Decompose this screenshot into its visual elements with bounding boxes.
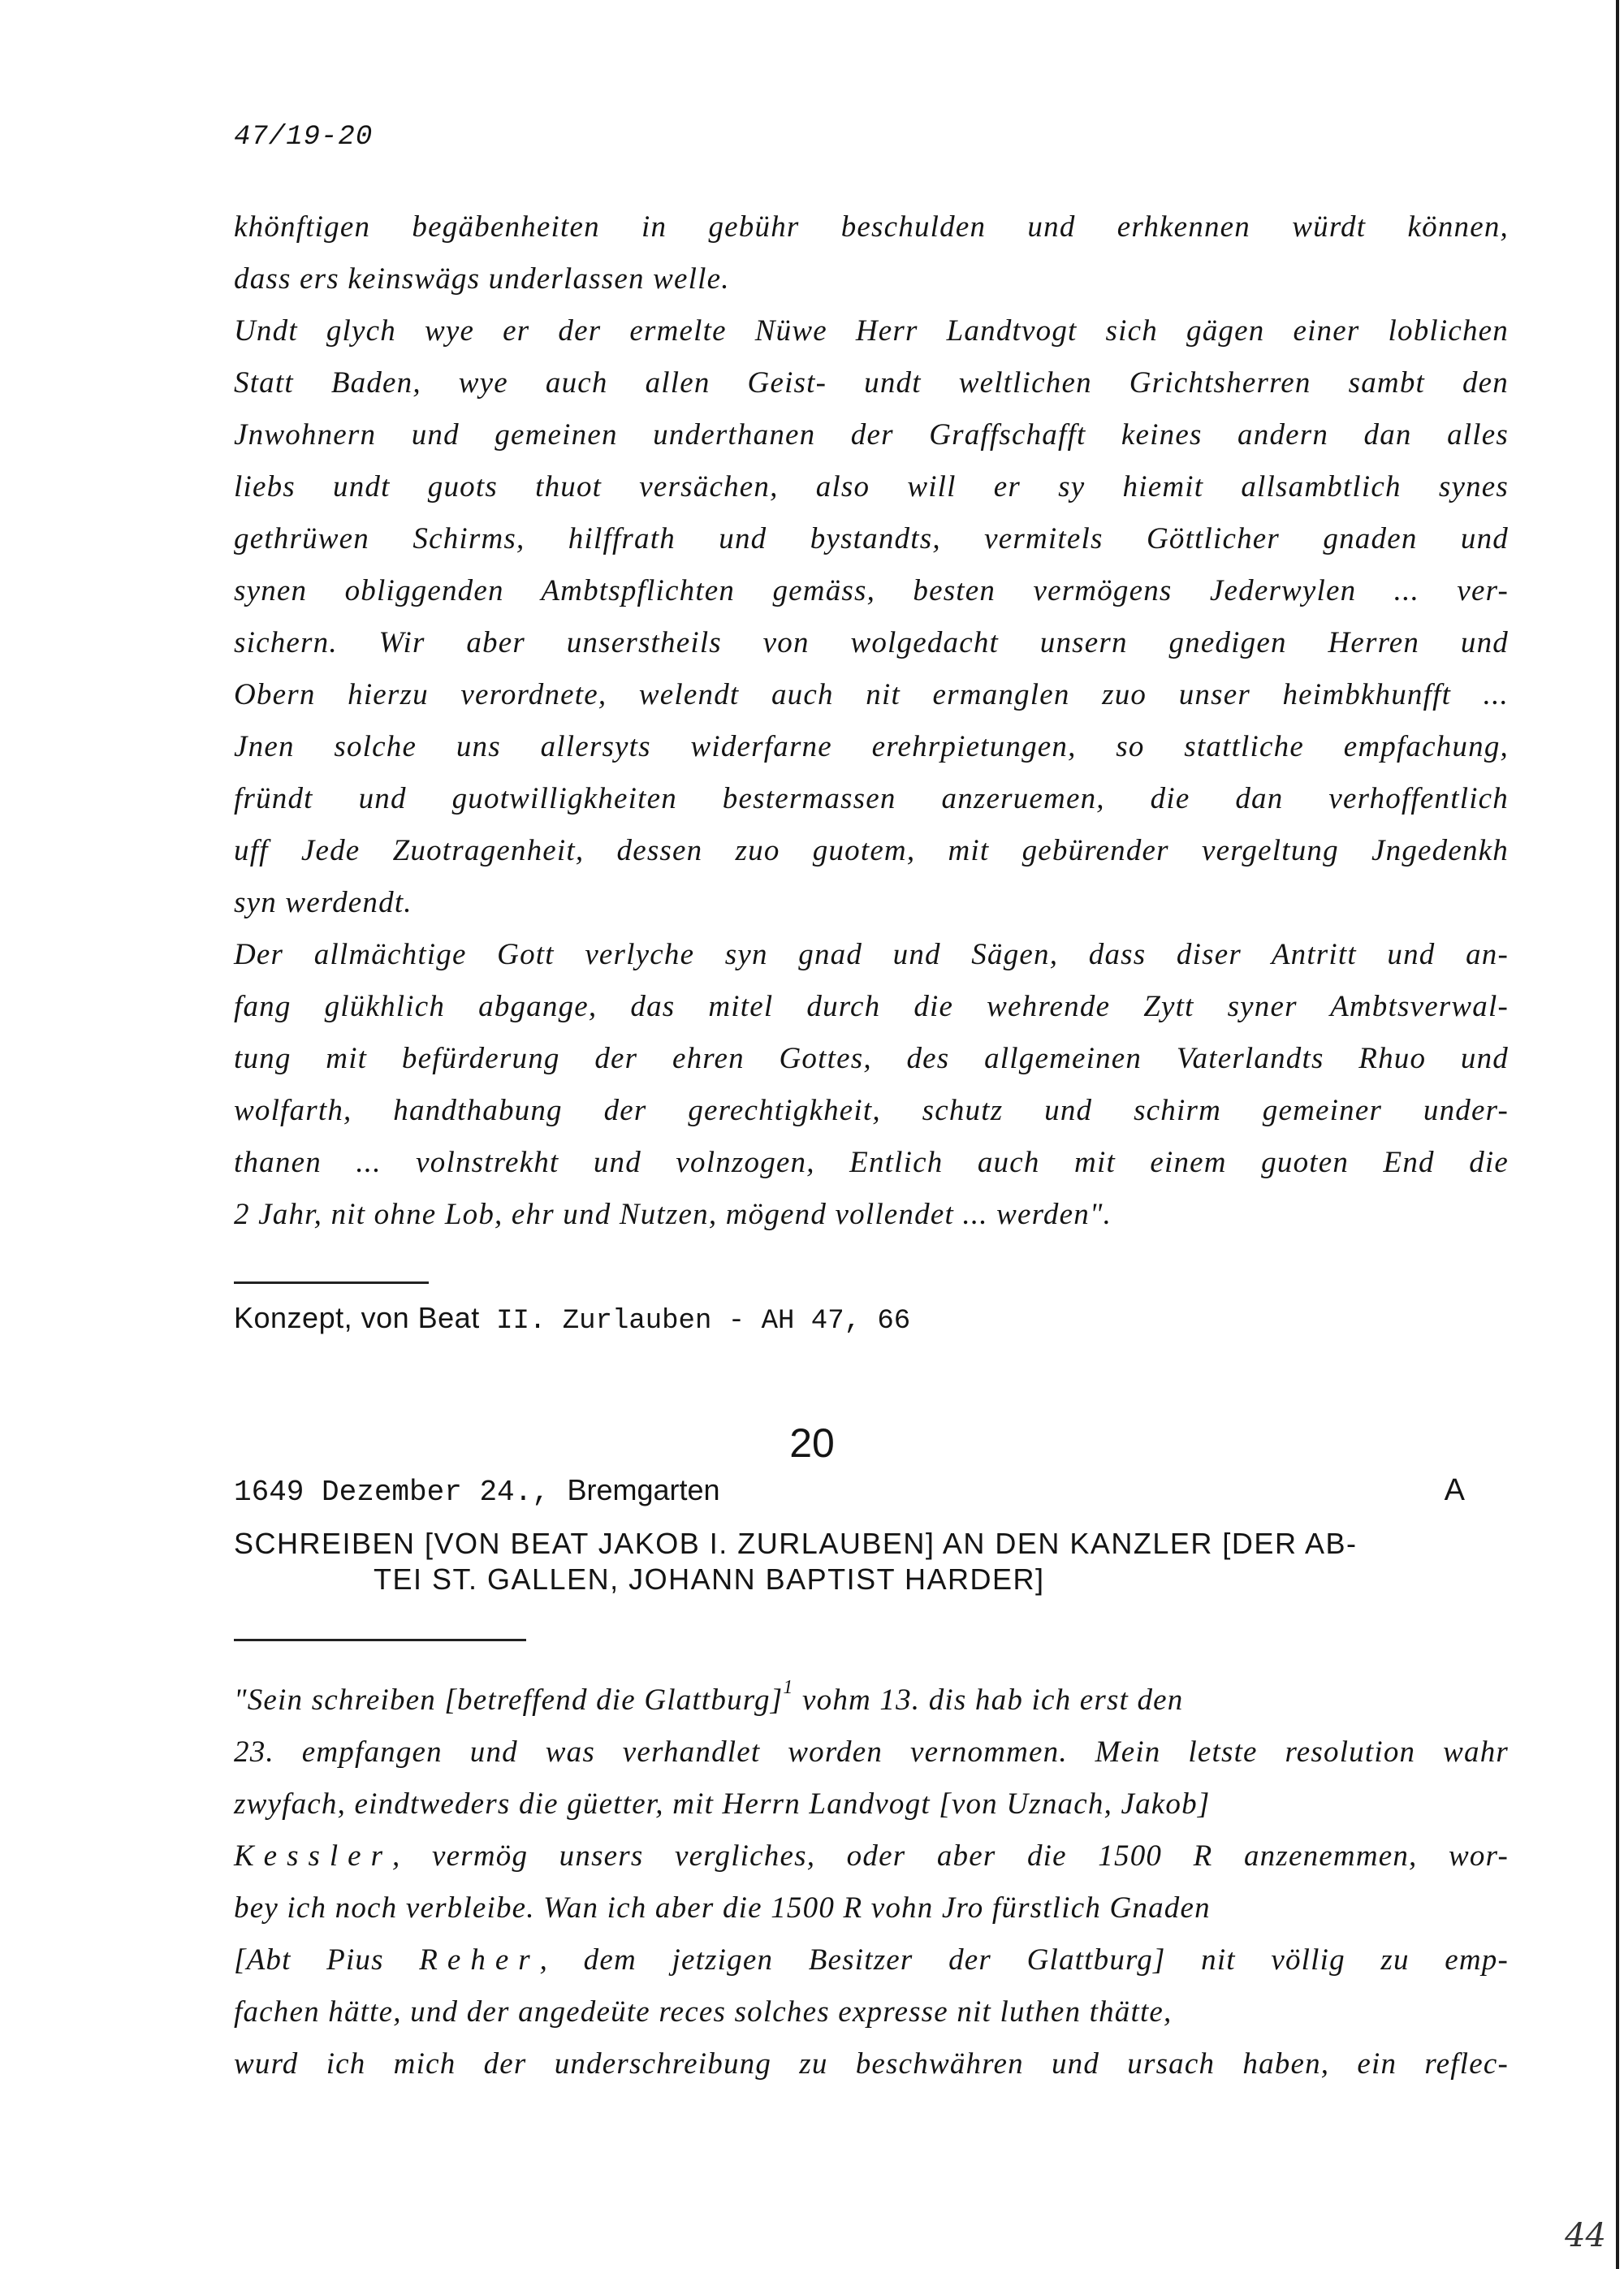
separator-rule bbox=[234, 1281, 429, 1284]
text-line: fründt und guotwilligkheiten bestermassen anzeruemen, die dan verhoffentlich bbox=[234, 782, 1509, 815]
line-part: "Sein schreiben [betreffend die Glattburg] bbox=[234, 1683, 784, 1717]
text-line: Der allmächtige Gott verlyche syn gnad und Sägen, dass diser Antritt und an- bbox=[234, 938, 1509, 971]
footnote-marker: 1 bbox=[783, 1677, 794, 1698]
title-line-2: TEI ST. GALLEN, JOHANN BAPTIST HARDER] bbox=[374, 1562, 1045, 1596]
version-letter: A bbox=[1444, 1473, 1465, 1507]
separator-rule bbox=[234, 1639, 526, 1641]
text-line bbox=[234, 1934, 1509, 1986]
line-part: [Abt Pius bbox=[234, 1943, 420, 1977]
doc19-body bbox=[234, 201, 1509, 1241]
doc20-body bbox=[234, 1675, 1509, 2090]
text-line: Jnwohnern und gemeinen underthanen der Graffschafft keines andern dan alles bbox=[234, 418, 1509, 452]
text-line bbox=[234, 1830, 1509, 1882]
dateline bbox=[234, 1473, 720, 1509]
scan-edge-line bbox=[1616, 0, 1619, 2269]
text-line: Obern hierzu verordnete, welendt auch nit ermanglen zuo unser heimbkhunfft ... bbox=[234, 678, 1509, 711]
text-line: 2 Jahr, nit ohne Lob, ehr und Nutzen, mögend vollendet ... werden". bbox=[234, 1198, 1112, 1231]
text-line: tung mit befürderung der ehren Gottes, des allgemeinen Vaterlandts Rhuo und bbox=[234, 1042, 1509, 1075]
text-line: wurd ich mich der underschreibung zu beschwähren und ursach haben, ein reflec- bbox=[234, 2047, 1509, 2081]
source-label: Konzept, von Beat bbox=[234, 1301, 480, 1334]
text-line: syn werdendt. bbox=[234, 886, 412, 919]
text-line: synen obliggenden Ambtspflichten gemäss, besten vermögens Jederwylen ... ver- bbox=[234, 574, 1509, 607]
text-line: Undt glych wye er der ermelte Nüwe Herr Landtvogt sich gägen einer loblichen bbox=[234, 314, 1509, 348]
line-part: vohm 13. dis hab ich erst den bbox=[793, 1683, 1184, 1717]
line-part: , vermög unsers vergliches, oder aber die 1500 R anzenemmen, wor- bbox=[392, 1839, 1509, 1873]
spaced-name-kessler: Kessler bbox=[234, 1839, 392, 1873]
text-line: wolfarth, handthabung der gerechtigkheit, schutz und schirm gemeiner under- bbox=[234, 1094, 1509, 1127]
text-line bbox=[234, 1675, 1509, 1727]
title-line-1: SCHREIBEN [VON BEAT JAKOB I. ZURLAUBEN] AN DEN KANZLER [DER AB- bbox=[234, 1527, 1358, 1560]
spaced-name-reher: Reher bbox=[419, 1943, 540, 1977]
text-line: fachen hätte, und der angedeüte reces solches expresse nit luthen thätte, bbox=[234, 1995, 1173, 2029]
page-number: 44 bbox=[1565, 2217, 1606, 2254]
text-line: uff Jede Zuotragenheit, dessen zuo guotem, mit gebürender vergeltung Jngedenkh bbox=[234, 834, 1509, 867]
document-date: 1649 Dezember 24., bbox=[234, 1476, 550, 1509]
source-rest: II. Zurlauben - AH 47, 66 bbox=[496, 1306, 911, 1337]
text-line: Statt Baden, wye auch allen Geist- undt weltlichen Grichtsherren sambt den bbox=[234, 366, 1509, 400]
text-line: 23. empfangen und was verhandlet worden vernommen. Mein letste resolution wahr bbox=[234, 1735, 1509, 1769]
text-line: fang glükhlich abgange, das mitel durch die wehrende Zytt syner Ambtsverwal- bbox=[234, 990, 1509, 1023]
document-reference: 47/19-20 bbox=[234, 122, 374, 153]
text-line: zwyfach, eindtweders die güetter, mit Herrn Landvogt [von Uznach, Jakob] bbox=[234, 1787, 1211, 1821]
line-part: , dem jetzigen Besitzer der Glattburg] nit völlig zu emp- bbox=[539, 1943, 1509, 1977]
text-line: sichern. Wir aber unserstheils von wolgedacht unsern gnedigen Herren und bbox=[234, 626, 1509, 659]
document-place: Bremgarten bbox=[567, 1473, 720, 1506]
text-line: liebs undt guots thuot versächen, also will er sy hiemit allsambtlich synes bbox=[234, 470, 1509, 504]
text-line: Jnen solche uns allersyts widerfarne erehrpietungen, so stattliche empfachung, bbox=[234, 730, 1509, 763]
source-citation bbox=[234, 1301, 910, 1337]
text-line: bey ich noch verbleibe. Wan ich aber die 1500 R vohn Jro fürstlich Gnaden bbox=[234, 1891, 1211, 1925]
text-line: thanen ... volnstrekht und volnzogen, Entlich auch mit einem guoten End die bbox=[234, 1146, 1509, 1179]
text-line: gethrüwen Schirms, hilffrath und bystandts, vermitels Göttlicher gnaden und bbox=[234, 522, 1509, 555]
document-number: 20 bbox=[789, 1420, 835, 1466]
text-line: dass ers keinswägs underlassen welle. bbox=[234, 262, 730, 296]
text-line: khönftigen begäbenheiten in gebühr beschulden und erhkennen würdt können, bbox=[234, 210, 1509, 244]
